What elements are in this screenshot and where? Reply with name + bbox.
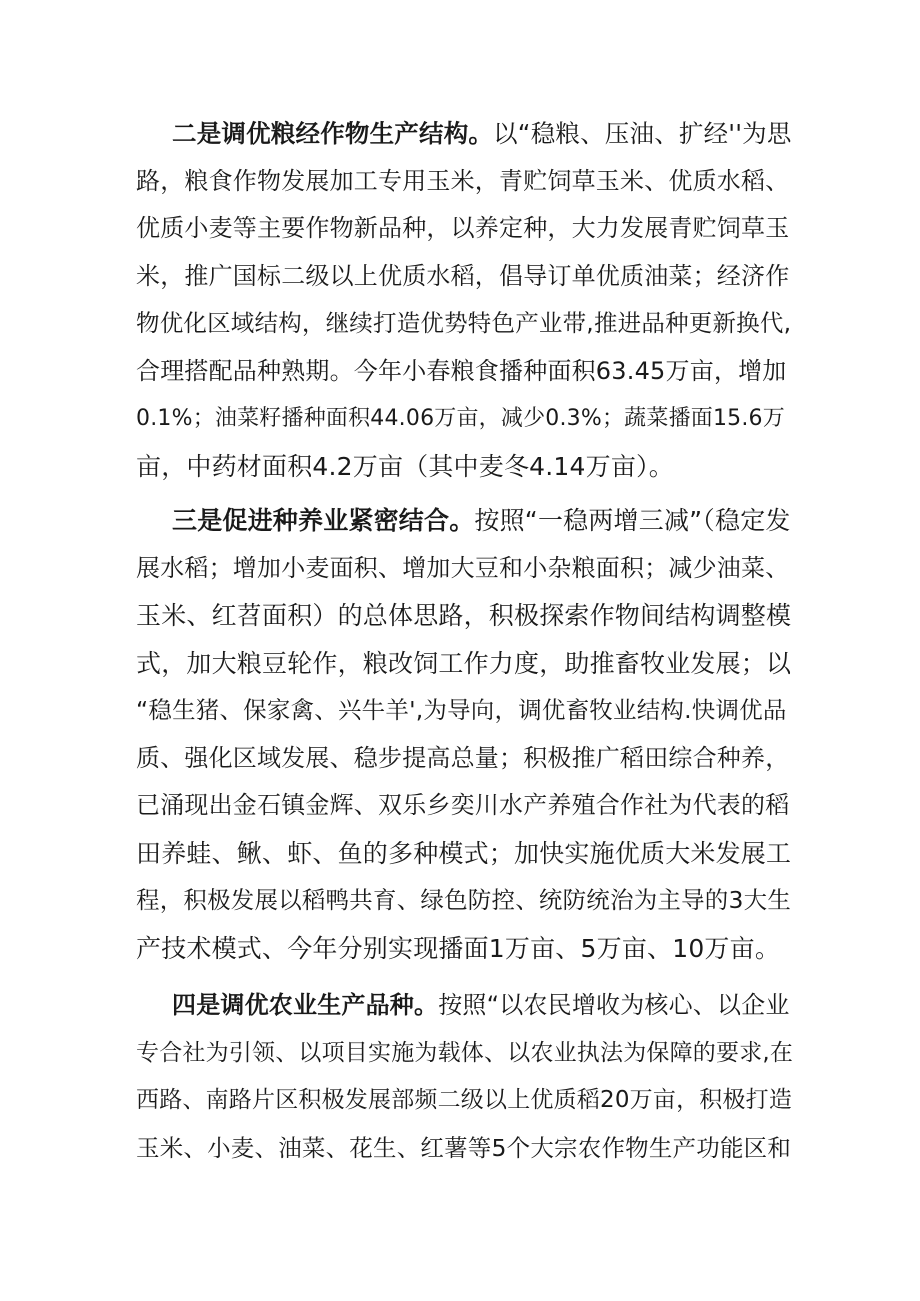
paragraph-line: 质、强化区域发展、稳步提高总量；积极推广稻田综合种养， <box>136 743 790 772</box>
paragraph-line: 玉米、红苕面积）的总体思路，积极探索作物间结构调整模 <box>136 601 792 630</box>
paragraph-first-line <box>136 110 796 158</box>
paragraph-line: 田养蛙、鳅、虾、鱼的多种模式；加快实施优质大米发展工 <box>136 838 792 868</box>
paragraph-line: 西路、南路片区积极发展部频二级以上优质稻20万亩，积极打造 <box>136 1087 793 1113</box>
paragraph-text: 以“稳粮、压油、扩经''为思 <box>493 119 792 148</box>
paragraph-line: 专合社为引领、以项目实施为载体、以农业执法为保障的要求,在 <box>136 1039 794 1066</box>
paragraph-line: 式，加大粮豆轮作，粮改饲工作力度，助推畜牧业发展；以 <box>136 648 792 678</box>
paragraph-crop-varieties <box>136 982 796 1172</box>
paragraph-line: 米，推广国标二级以上优质水稻，倡导订单优质油菜；经济作 <box>136 261 790 290</box>
paragraph-line: 程，积极发展以稻鸭共育、绿色防控、统防统治为主导的3大生 <box>136 886 792 914</box>
paragraph-heading: 三是促进种养业紧密结合。 <box>172 506 475 535</box>
paragraph-line: 合理搭配品种熟期。今年小春粮食播种面积63.45万亩，增加 <box>136 356 787 385</box>
paragraph-line: 已涌现出金石镇金辉、双乐乡奕川水产养殖合作社为代表的稻 <box>136 791 790 819</box>
paragraph-line: “稳生猪、保家禽、兴牛羊',为导向，调优畜牧业结构.快调优品 <box>136 696 787 724</box>
paragraph-first-line <box>136 497 796 545</box>
paragraph-line: 物优化区域结构，继续打造优势特色产业带,推进品种更新换代, <box>136 309 792 337</box>
paragraph-heading: 四是调优农业生产品种。 <box>172 991 439 1019</box>
paragraph-line: 路，粮食作物发展加工专用玉米，青贮饲草玉米、优质水稻、 <box>136 166 790 195</box>
paragraph-crop-livestock <box>136 497 796 972</box>
paragraph-grain-structure <box>136 110 796 490</box>
paragraph-line: 优质小麦等主要作物新品种，以养定种，大力发展青贮饲草玉 <box>136 214 790 242</box>
paragraph-line: 产技术模式、今年分别实现播面1万亩、5万亩、10万亩。 <box>136 933 781 963</box>
paragraph-first-line <box>136 982 796 1030</box>
paragraph-line: 玉米、小麦、油菜、花生、红薯等5个大宗农作物生产功能区和 <box>136 1133 792 1162</box>
paragraph-line: 展水稻；增加小麦面积、增加大豆和小杂粮面积；减少油菜、 <box>136 553 790 582</box>
paragraph-text: 按照“以农民增收为核心、以企业 <box>438 991 790 1019</box>
paragraph-heading: 二是调优粮经作物生产结构。 <box>172 119 494 148</box>
paragraph-line: 亩，中药材面积4.2万亩（其中麦冬4.14万亩）。 <box>136 451 674 481</box>
paragraph-line: 0.1%；油菜籽播种面积44.06万亩，减少0.3%；蔬菜播面15.6万 <box>136 406 785 431</box>
paragraph-text: 按照“一稳两增三减”（稳定发 <box>474 506 791 535</box>
